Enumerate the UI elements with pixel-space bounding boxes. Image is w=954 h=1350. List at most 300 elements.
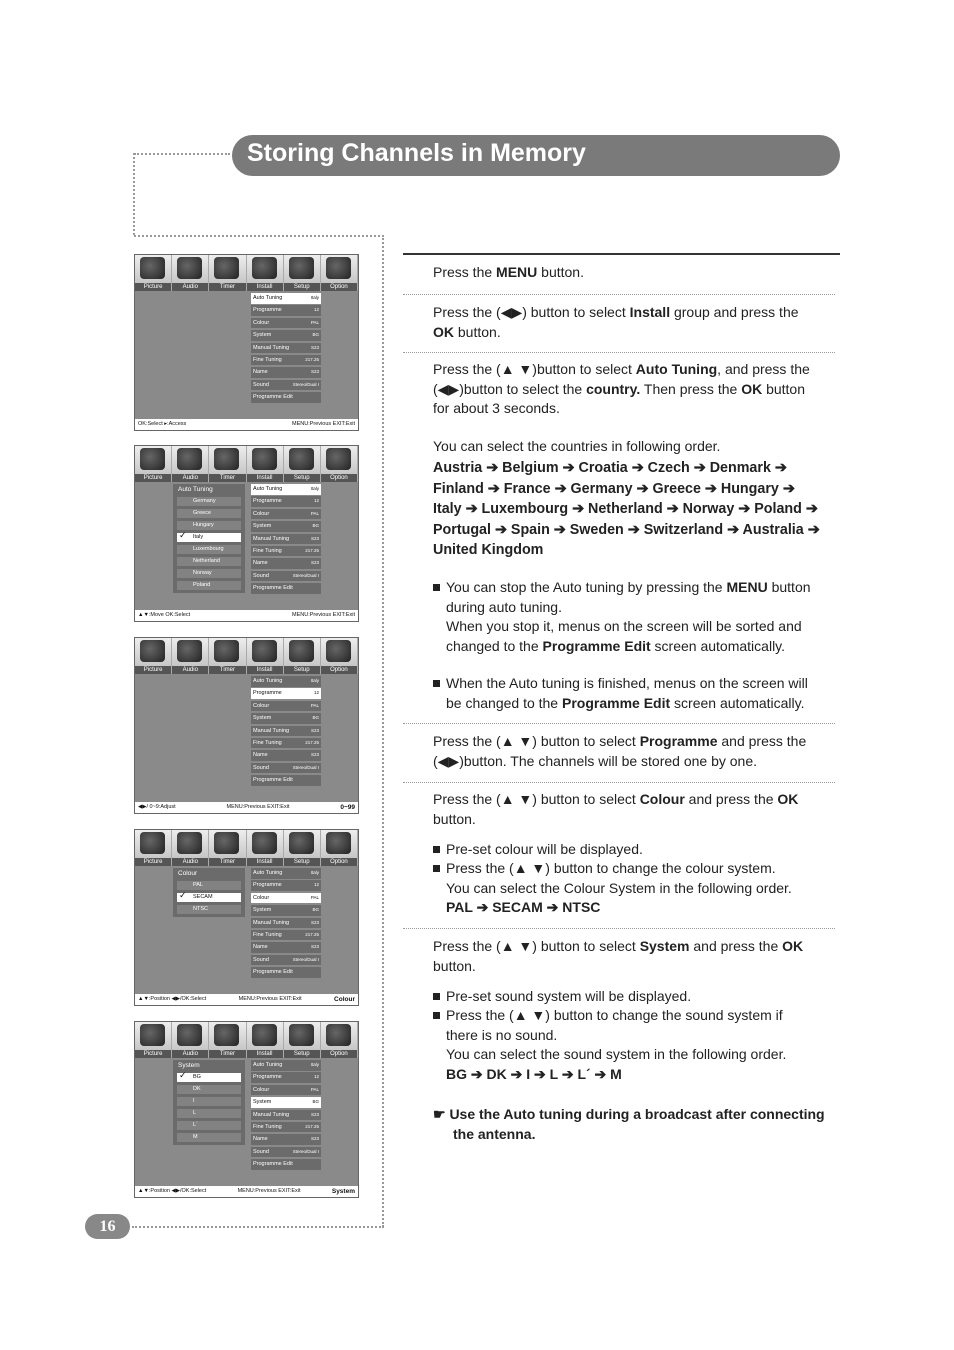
menu-row-label: Name [253,560,268,567]
icon-label: Audio [172,1050,208,1058]
option-icon [321,830,358,866]
menu-row-label: Colour [253,894,270,901]
menu-row-value: Italy [310,678,319,683]
icon-label: Audio [172,666,208,674]
timer-icon [209,446,246,482]
popup-item [177,890,241,902]
menu-row-label: System [253,332,272,339]
icon-label: Option [321,283,357,291]
icon-label: Timer [209,1050,245,1058]
menu-row-label: Auto Tuning [253,1062,283,1068]
antenna-note: ☛ Use the Auto tuning during a broadcast after connecting the antenna. [433,1106,825,1142]
install-menu [251,293,321,405]
separator [403,928,835,929]
popup-item-label: Greece [193,510,212,516]
country-order-intro: You can select the countries in following order. [433,438,721,454]
menu-row-label: Programme Edit [253,1161,293,1168]
popup-item-label: M [193,1134,198,1140]
menu-row-value: Italy [310,295,319,300]
menu-row-label: Programme [253,498,282,505]
popup-item-label: Norway [193,570,212,576]
step-6: Press the (▲ ▼) button to select System and press the OK button. [433,938,804,974]
icon-label: Picture [135,283,171,291]
footer-left: ▲▼:Position ◀▶/OK:Select [138,996,207,1002]
timer-icon [209,638,246,674]
menu-row-label: Manual Tuning [253,344,290,351]
picture-icon [135,830,172,866]
tv-screen-3 [134,637,359,814]
screen-footer [135,1186,358,1197]
colour-preset-note: Pre-set colour will be displayed. [446,841,643,857]
install-menu [251,868,321,980]
menu-row-value: 12 [313,498,319,504]
audio-glyph [177,448,202,470]
popup-title: Colour [178,870,198,877]
install-icon [247,255,284,291]
menu-row-value: S23 [310,752,319,758]
icon-label: Audio [172,283,208,291]
icon-label: Install [247,666,283,674]
finished-auto-tuning-note: When the Auto tuning is finished, menus on the screen will be changed to the Programme Edit screen automatically. [446,675,808,711]
frame-dots-mid [134,235,384,237]
menu-row-label: Manual Tuning [253,919,290,926]
menu-row [251,750,321,761]
icon-label: Audio [172,474,208,482]
menu-row [251,484,321,495]
menu-row-label: Programme Edit [253,394,293,401]
menu-row-value: Stereo/Dual I [292,572,319,578]
setup-icon [284,638,321,674]
menu-row-label: Name [253,1136,268,1143]
setup-glyph [289,1024,314,1046]
menu-row-label: Manual Tuning [253,1111,290,1118]
menu-row-label: Manual Tuning [253,727,290,734]
install-menu [251,484,321,596]
menu-row-label: Colour [253,1086,270,1093]
menu-row-value: BG [312,907,319,913]
footer-left: OK:Select ▸:Access [138,421,187,427]
icon-label: Picture [135,858,171,866]
timer-glyph [214,257,239,279]
popup-menu [173,484,245,593]
menu-row [251,930,321,941]
menu-row [251,955,321,966]
footer-right: MENU:Previous EXIT:Exit [238,996,302,1002]
separator [403,723,835,724]
menu-row [251,534,321,545]
menu-row [251,380,321,391]
menu-row-value: 12 [313,1074,319,1080]
sound-change-note: Press the (▲ ▼) button to change the sound system if there is no sound. You can select the sound system in the following order. BG ➔ DK ➔ I ➔ L ➔ L´ ➔ M [446,1007,787,1082]
menu-row-label: Name [253,369,268,376]
popup-item-label: L´ [193,1122,198,1128]
footer-tag: Colour [334,996,355,1003]
separator [403,352,835,353]
icon-label: Picture [135,1050,171,1058]
setup-glyph [289,448,314,470]
menu-row-value: PAL [310,319,319,325]
icon-label: Setup [284,474,320,482]
audio-icon [172,446,209,482]
page-title: Storing Channels in Memory [247,139,586,167]
option-glyph [326,1024,351,1046]
menu-row [251,392,321,403]
menu-row [251,496,321,507]
country-order-list: Austria ➔ Belgium ➔ Croatia ➔ Czech ➔ Denmark ➔ Finland ➔ France ➔ Germany ➔ Greece ➔ Hungary ➔ Italy ➔ Luxembourg ➔ Netherland ➔ Norway ➔ Poland ➔ Portugal ➔ Spain ➔ Sweden ➔ Switzerland ➔ Australia ➔ United Kingdom [433,460,820,558]
menu-row [251,1085,321,1096]
footer-right: MENU:Previous EXIT:Exit [292,421,355,427]
menu-row-label: Programme [253,1074,282,1081]
step-5: Press the (▲ ▼) button to select Colour and press the OK button. [433,791,799,827]
option-icon [321,638,358,674]
popup-item-label: NTSC [193,906,208,912]
popup-item-label: PAL [193,882,203,888]
install-glyph [252,1024,277,1046]
menu-row-label: Auto Tuning [253,486,283,492]
colour-change-note: Press the (▲ ▼) button to change the colour system. You can select the Colour System in the following order. PAL ➔ SECAM ➔ NTSC [446,860,792,915]
footer-left: ▲▼:Position ◀▶/OK:Select [138,1188,207,1194]
menu-row-value: Italy [310,1062,319,1067]
menu-row [251,558,321,569]
menu-icon-bar [135,830,358,866]
menu-row-value: PAL [310,1086,319,1092]
menu-row-label: Auto Tuning [253,678,283,684]
screen-footer [135,994,358,1005]
menu-row-value: S23 [310,1111,319,1117]
popup-menu [173,868,245,917]
install-glyph [252,640,277,662]
install-glyph [252,448,277,470]
install-icon [247,1022,284,1058]
popup-item-label: Germany [193,498,216,504]
menu-row-label: System [253,1099,272,1106]
icon-label: Install [247,474,283,482]
icon-label: Setup [284,283,320,291]
menu-row-label: Sound [253,764,269,771]
menu-row [251,571,321,582]
popup-item [177,581,241,590]
menu-row-value: 12 [313,307,319,313]
menu-row [251,546,321,557]
menu-row-label: Sound [253,572,269,579]
picture-glyph [140,832,165,854]
menu-row [251,726,321,737]
menu-row-value: 217.25 [305,931,319,937]
menu-row-value: S23 [310,727,319,733]
menu-row-value: PAL [310,510,319,516]
popup-item [177,1085,241,1094]
check-icon: ✓ [179,890,187,900]
menu-row [251,293,321,304]
menu-row-label: Name [253,752,268,759]
menu-row [251,738,321,749]
install-menu [251,676,321,788]
picture-glyph [140,640,165,662]
menu-row [251,318,321,329]
menu-row [251,1159,321,1170]
popup-item [177,569,241,578]
popup-item [177,881,241,890]
menu-row [251,521,321,532]
audio-glyph [177,832,202,854]
setup-glyph [289,640,314,662]
menu-row-value: PAL [310,702,319,708]
footer-tag: 0~99 [340,804,355,811]
popup-item [177,1109,241,1118]
icon-label: Install [247,1050,283,1058]
menu-row-label: Sound [253,1148,269,1155]
menu-row-value: Stereo/Dual I [292,764,319,770]
audio-icon [172,1022,209,1058]
icon-label: Install [247,858,283,866]
menu-row-value: S23 [310,344,319,350]
picture-icon [135,638,172,674]
option-icon [321,446,358,482]
menu-row [251,918,321,929]
icon-label: Audio [172,858,208,866]
menu-row-label: Fine Tuning [253,1123,282,1130]
footer-right: MENU:Previous EXIT:Exit [237,1188,301,1194]
menu-row [251,868,321,879]
install-glyph [252,257,277,279]
audio-icon [172,638,209,674]
menu-row-label: Programme [253,307,282,314]
menu-row-label: Sound [253,956,269,963]
menu-row-label: Fine Tuning [253,356,282,363]
menu-row [251,330,321,341]
popup-item [177,905,241,914]
menu-row [251,1097,321,1108]
menu-row-label: Fine Tuning [253,931,282,938]
icon-label: Option [321,858,357,866]
menu-row [251,1060,321,1071]
icon-label: Timer [209,474,245,482]
footer-tag: System [331,1188,355,1195]
timer-glyph [214,832,239,854]
popup-item [177,1133,241,1142]
menu-icon-bar [135,638,358,674]
picture-glyph [140,1024,165,1046]
option-icon [321,1022,358,1058]
separator [403,294,835,295]
menu-row-label: System [253,715,272,722]
timer-icon [209,1022,246,1058]
menu-row [251,1134,321,1145]
footer-left: ▲▼:Move OK:Select [138,612,191,618]
install-icon [247,638,284,674]
menu-row-value: S23 [310,919,319,925]
menu-icon-bar [135,446,358,482]
icon-label: Timer [209,666,245,674]
setup-icon [284,830,321,866]
separator [403,782,835,783]
menu-row-value: S23 [310,1136,319,1142]
menu-row-label: Programme Edit [253,585,293,592]
menu-row-label: Programme [253,882,282,889]
menu-row-value: S23 [310,560,319,566]
menu-row-label: Fine Tuning [253,547,282,554]
menu-row [251,1110,321,1121]
menu-row [251,967,321,978]
menu-row-label: Colour [253,319,270,326]
menu-row [251,305,321,316]
picture-icon [135,255,172,291]
menu-row [251,893,321,904]
menu-row-value: Stereo/Dual I [292,1148,319,1154]
popup-menu [173,1060,245,1145]
popup-item [177,1097,241,1106]
frame-dots-left-upper [133,153,135,235]
install-icon [247,830,284,866]
timer-glyph [214,640,239,662]
menu-row [251,775,321,786]
audio-glyph [177,257,202,279]
menu-row [251,343,321,354]
option-glyph [326,257,351,279]
install-menu [251,1060,321,1172]
screen-footer [135,802,358,813]
setup-icon [284,255,321,291]
frame-dots-right [382,235,384,1227]
popup-item [177,557,241,566]
popup-item-label: Poland [193,582,211,588]
menu-row [251,701,321,712]
menu-row-value: 217.25 [305,356,319,362]
menu-icon-bar [135,255,358,291]
timer-glyph [214,1024,239,1046]
footer-right: MENU:Previous EXIT:Exit [292,612,355,618]
footer-right: MENU:Previous EXIT:Exit [226,804,290,810]
popup-item [177,521,241,530]
menu-row [251,1072,321,1083]
popup-item-label: Luxembourg [193,546,224,552]
icon-label: Picture [135,474,171,482]
setup-icon [284,446,321,482]
step-3: Press the (▲ ▼)button to select Auto Tuning, and press the (◀▶)button to select the country. Then press the OK button for about 3 seconds. [433,361,810,416]
menu-row-label: Manual Tuning [253,535,290,542]
popup-item-label: L [193,1110,197,1116]
check-icon: ✓ [179,1070,187,1080]
menu-row [251,355,321,366]
icon-label: Setup [284,666,320,674]
menu-row-label: Auto Tuning [253,870,283,876]
menu-row [251,509,321,520]
menu-row-label: Name [253,944,268,951]
step-2: Press the (◀▶) button to select Install group and press the OK button. [433,304,799,340]
screen-footer [135,610,358,621]
menu-row [251,1122,321,1133]
install-icon [247,446,284,482]
popup-item-label: BG [193,1074,201,1080]
menu-row-value: 12 [313,882,319,888]
option-glyph [326,832,351,854]
popup-item-label: SECAM [193,894,213,900]
menu-row-label: System [253,523,272,530]
sound-preset-note: Pre-set sound system will be displayed. [446,988,692,1004]
menu-row-label: Programme [253,690,282,697]
icon-label: Option [321,474,357,482]
steps-top-rule [403,253,840,255]
popup-item [177,530,241,542]
audio-glyph [177,1024,202,1046]
menu-row-label: Colour [253,702,270,709]
menu-row [251,367,321,378]
menu-row-label: Fine Tuning [253,739,282,746]
icon-label: Install [247,283,283,291]
popup-item-label: Netherland [193,558,220,564]
option-glyph [326,448,351,470]
menu-row-value: PAL [310,894,319,900]
setup-glyph [289,832,314,854]
setup-icon [284,1022,321,1058]
menu-row-value: 217.25 [305,547,319,553]
popup-item-label: I [193,1098,195,1104]
picture-glyph [140,257,165,279]
picture-icon [135,446,172,482]
popup-item-label: Italy [193,534,204,540]
frame-dots-bottom [132,1226,384,1228]
picture-glyph [140,448,165,470]
icon-label: Setup [284,1050,320,1058]
option-icon [321,255,358,291]
menu-row-value: BG [312,715,319,721]
menu-row-value: Stereo/Dual I [292,956,319,962]
check-icon: ✓ [179,530,187,540]
popup-title: System [178,1062,200,1069]
icon-label: Option [321,1050,357,1058]
menu-row [251,763,321,774]
menu-row-value: 217.25 [305,739,319,745]
menu-row [251,880,321,891]
popup-item [177,1070,241,1082]
menu-row-label: Sound [253,381,269,388]
audio-icon [172,830,209,866]
popup-item-label: Hungary [193,522,214,528]
menu-row-value: Stereo/Dual I [292,381,319,387]
menu-row-value: S23 [310,944,319,950]
tv-screen-2 [134,445,359,622]
popup-title: Auto Tuning [178,486,213,493]
menu-row-value: Italy [310,486,319,491]
popup-item-label: DK [193,1086,201,1092]
timer-icon [209,255,246,291]
menu-row-label: Colour [253,510,270,517]
stop-auto-tuning-note: You can stop the Auto tuning by pressing the MENU button during auto tuning. When you stop it, menus on the screen will be sorted and changed to the Programme Edit screen automatically. [446,579,811,654]
menu-row-value: 12 [313,690,319,696]
step-4: Press the (▲ ▼) button to select Programme and press the (◀▶)button. The channels will be stored one by one. [433,733,807,769]
menu-row [251,713,321,724]
menu-icon-bar [135,1022,358,1058]
menu-row [251,688,321,699]
icon-label: Timer [209,283,245,291]
timer-glyph [214,448,239,470]
menu-row-value: S23 [310,535,319,541]
icon-label: Timer [209,858,245,866]
menu-row-value: S23 [310,369,319,375]
menu-row [251,942,321,953]
menu-row-value: Italy [310,870,319,875]
tv-screen-1 [134,254,359,431]
menu-row [251,676,321,687]
icon-label: Option [321,666,357,674]
popup-item [177,509,241,518]
step-1: Press the MENU button. [433,264,584,280]
audio-icon [172,255,209,291]
icon-label: Setup [284,858,320,866]
tv-screen-5 [134,1021,359,1198]
frame-dots-top-left [134,153,230,155]
option-glyph [326,640,351,662]
